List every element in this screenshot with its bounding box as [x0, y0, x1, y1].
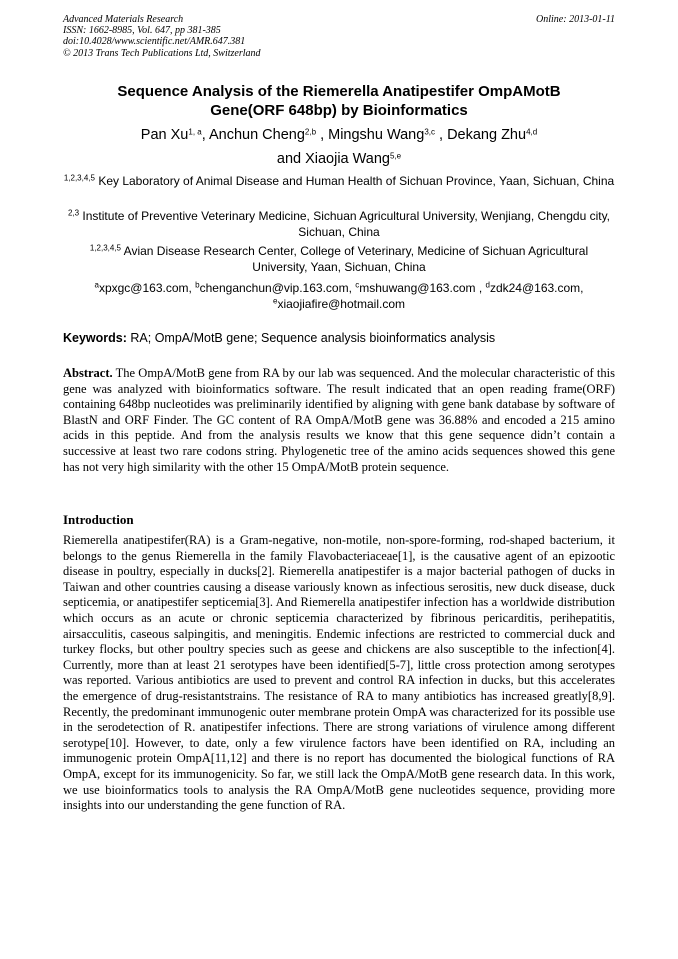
email-superscript: d — [485, 280, 490, 290]
email-superscript: c — [355, 280, 360, 290]
email-address: xpxgc@163.com, — [98, 281, 196, 295]
author-superscript: 3,c — [424, 127, 435, 137]
copyright-line: © 2013 Trans Tech Publications Ltd, Switzerland — [63, 47, 261, 59]
affiliation — [63, 174, 615, 190]
author-name: Pan Xu — [140, 127, 189, 143]
doi-line: doi:10.4028/www.scientific.net/AMR.647.381 — [63, 36, 246, 48]
keywords-line — [63, 330, 615, 346]
affiliation — [63, 209, 615, 240]
journal-header — [63, 14, 615, 59]
email-superscript: e — [272, 296, 278, 306]
email-address: zdk24@163.com, — [489, 281, 584, 295]
author-superscript: 1, a — [188, 127, 202, 137]
email-address: mshuwang@163.com , — [359, 281, 486, 295]
introduction-paragraph: Riemerella anatipestifer(RA) is a Gram-negative, non-motile, non-spore-forming, rod-shaped bacterium, it belongs to the genus Riemerella in the family Flavobacteriaceae[1], is the causative agent of an epizootic disease in poultry, especially in ducks[2]. Riemerella anatipestifer is a major bacterial pathogen of ducks in Taiwan and other countries causing a disease variously known as infectious serositis, new duck disease, duck septicemia, or anatipestifer septicemia[3]. And Riemerella anatipestifer infection has a worldwide distribution which occurs as an acute or chronic septicemia characterized by fibrinous pericarditis, perihepatitis, airsacculitis, caseous salpingitis, and meningitis. Endemic infections are restricted to commercial duck and turkey flocks, but other poultry species such as geese and chickens are also susceptible to the infection[4]. Currently, more than at least 21 serotypes have been identified[5-7], little cross protection among serotypes was reported. Various antibiotics are used to prevent and control RA infection in ducks, but this accelerates the emergence of drug-resistantstrains. The resistance of RA to many antibiotics has increased greatly[8,9]. Recently, the predominant immunogenic outer membrane protein OmpA was characterized for its possible use in the serodetection of R. anatipestifer infections. There are strong variations of virulence among different serotype[10]. However, to date, only a few virulence factors have been identified on RA, including an immunogenic protein OmpA[11,12] and there is no report has documented the biological functions of RA OmpA, except for its immunogenicity. So far, we still lack the OmpA/MotB gene research data. In this work, we use bioinformatics tools to analysis the RA OmpA/MotB gene nucleotides sequence, providing more insights into our understanding the gene function of RA. — [63, 533, 615, 813]
email-list — [63, 281, 615, 312]
keywords-label: Keywords: — [63, 331, 127, 345]
affiliation-text: Institute of Preventive Veterinary Medicine, Sichuan Agricultural University, Wenjiang, Chengdu city, Sichuan, China — [82, 209, 611, 239]
affiliation-text: Avian Disease Research Center, College of Veterinary, Medicine of Sichuan Agricultural University, Yaan, Sichuan, China — [123, 244, 589, 274]
paper-title: Sequence Analysis of the Riemerella Anatipestifer OmpAMotB Gene(ORF 648bp) by Bioinformatics — [117, 83, 561, 119]
abstract-paragraph — [63, 366, 615, 475]
affiliation-superscript: 2,3 — [67, 208, 80, 218]
abstract-label: Abstract. — [63, 366, 113, 380]
email-superscript: b — [195, 280, 200, 290]
affiliation — [63, 244, 615, 275]
email-superscript: a — [94, 280, 99, 290]
author-name: , Dekang Zhu — [434, 127, 527, 143]
email-address: xiaojiafire@hotmail.com — [277, 296, 405, 311]
introduction-heading: Introduction — [63, 512, 134, 527]
online-date: Online: 2013-01-11 — [536, 14, 615, 25]
author-superscript: 4,d — [526, 127, 538, 137]
author-list — [70, 123, 608, 171]
affiliation-superscript: 1,2,3,4,5 — [89, 243, 121, 253]
issn-line: ISSN: 1662-8985, Vol. 647, pp 381-385 — [63, 25, 221, 37]
email-address: chenganchun@vip.163.com, — [199, 281, 356, 295]
author-name: and Xiaojia Wang — [276, 151, 390, 167]
author-superscript: 2,b — [304, 127, 317, 137]
author-name: , Anchun Cheng — [201, 127, 305, 143]
affiliation-text: Key Laboratory of Animal Disease and Human Health of Sichuan Province, Yaan, Sichuan, China — [98, 174, 615, 188]
keywords-text: RA; OmpA/MotB gene; Sequence analysis bioinformatics analysis — [126, 331, 496, 345]
affiliation-superscript: 1,2,3,4,5 — [63, 173, 95, 183]
author-superscript: 5,e — [390, 151, 402, 161]
author-name: , Mingshu Wang — [316, 127, 425, 143]
journal-name: Advanced Materials Research — [63, 14, 184, 25]
abstract-text: The OmpA/MotB gene from RA by our lab was sequenced. And the molecular characteristic of this gene was analyzed with bioinformatics software. The result indicated that an open reading frame(ORF) containing 648bp nucleotides was preliminarily identified by aligning with gene bank database by software of BlastN and ORF Finder. The GC content of RA OmpA/MotB gene was 36.88% and encoded a 215 amino acids in this peptide. And from the analysis results we know that this gene sequence didn’t contain a successive at least two rare codons string. Phylogenetic tree of the amino acids sequences showed this gene has not very high similarity with the other 15 OmpA/MotB protein sequence. — [63, 366, 615, 474]
